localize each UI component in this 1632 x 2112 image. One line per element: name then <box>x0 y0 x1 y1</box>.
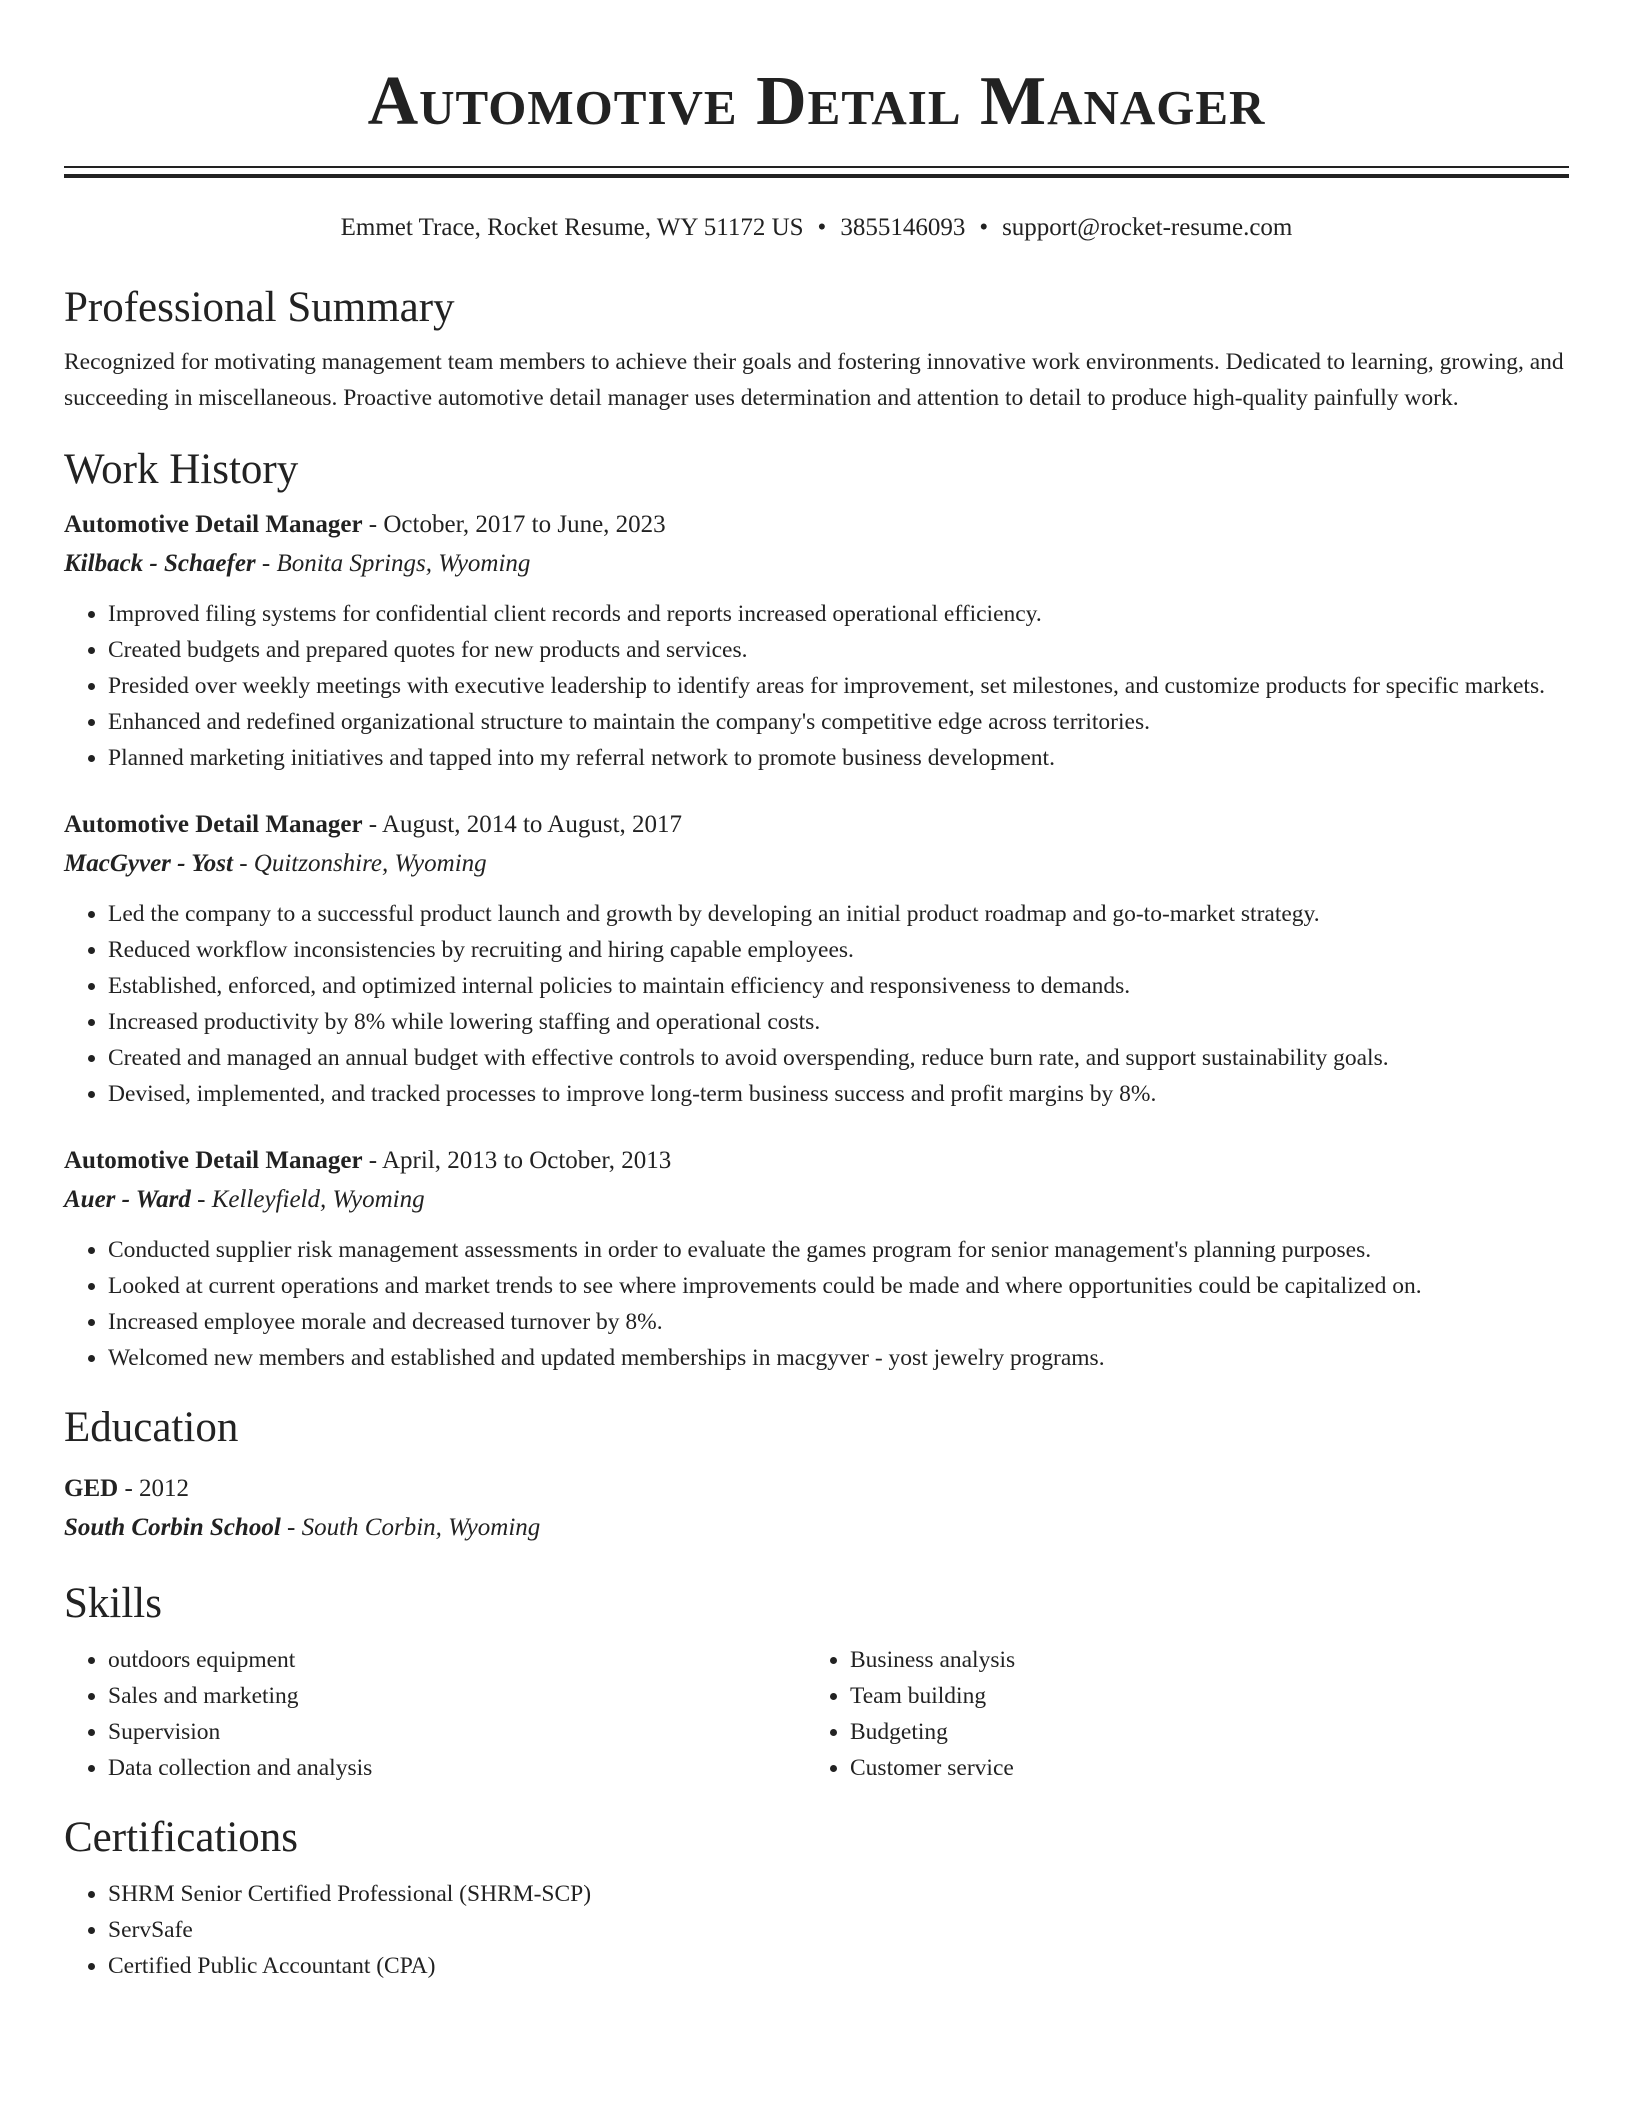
job-bullet: • Welcomed new members and established and updated memberships in macgyver - yost jewelry programs. <box>108 1340 1569 1376</box>
certifications-list <box>64 1876 1569 1984</box>
job-title-line <box>64 1142 1569 1180</box>
summary-text: Recognized for motivating management team members to achieve their goals and fostering innovative work environments. Dedicated to learning, growing, and succeeding in miscellaneous. Proactive automotive detail manager uses determination and attention to detail to produce high-quality painfully work. <box>64 349 1564 411</box>
job-title-line <box>64 506 1569 544</box>
job-bullet: • Improved filing systems for confidential client records and reports increased operational efficiency. <box>108 596 1569 632</box>
job-entry <box>64 506 1569 776</box>
job-bullet: • Created and managed an annual budget with effective controls to avoid overspending, reduce burn rate, and support sustainability goals. <box>108 1040 1569 1076</box>
job-bullet: • Increased employee morale and decreased turnover by 8%. <box>108 1304 1569 1340</box>
contact-phone: 3855146093 <box>840 214 966 241</box>
job-bullets <box>64 896 1569 1112</box>
job-title: Automotive Detail Manager <box>64 511 363 538</box>
certification-item: • Certified Public Accountant (CPA) <box>108 1948 1569 1984</box>
skills-columns <box>64 1642 1569 1786</box>
job-bullet: • Created budgets and prepared quotes for new products and services. <box>108 632 1569 668</box>
skill-item: • Supervision <box>108 1714 806 1750</box>
contact-line <box>64 212 1569 244</box>
job-bullet: • Presided over weekly meetings with executive leadership to identify areas for improvement, set milestones, and customize products for specific markets. <box>108 668 1569 704</box>
job-bullet: • Reduced workflow inconsistencies by recruiting and hiring capable employees. <box>108 932 1569 968</box>
job-title: Automotive Detail Manager <box>64 1147 363 1174</box>
skills-left-column <box>64 1642 806 1786</box>
education-entry <box>64 1470 1569 1548</box>
company-location: - Kelleyfield, Wyoming <box>190 1186 425 1213</box>
job-bullets <box>64 596 1569 776</box>
job-dates: - October, 2017 to June, 2023 <box>362 511 666 538</box>
summary-heading: Professional Summary <box>64 284 455 331</box>
degree-year: - 2012 <box>118 1475 190 1502</box>
skill-item: • Customer service <box>850 1750 1548 1786</box>
job-title: Automotive Detail Manager <box>64 811 363 838</box>
company-line <box>64 844 1569 884</box>
skill-item: • Budgeting <box>850 1714 1548 1750</box>
education-heading: Education <box>64 1404 239 1451</box>
certification-item: • ServSafe <box>108 1912 1569 1948</box>
skill-item: • Business analysis <box>850 1642 1548 1678</box>
school-location: - South Corbin, Wyoming <box>280 1514 541 1541</box>
job-entry <box>64 806 1569 1112</box>
job-dates: - August, 2014 to August, 2017 <box>362 811 683 838</box>
job-title-line <box>64 806 1569 844</box>
contact-email: support@rocket-resume.com <box>1002 214 1293 241</box>
job-bullet: • Looked at current operations and market trends to see where improvements could be made and where opportunities could be capitalized on. <box>108 1268 1569 1304</box>
degree: GED <box>64 1475 119 1502</box>
skill-item: • Team building <box>850 1678 1548 1714</box>
contact-separator: • <box>979 214 989 241</box>
job-bullet: • Led the company to a successful product launch and growth by developing an initial product roadmap and go-to-market strategy. <box>108 896 1569 932</box>
job-bullet: • Enhanced and redefined organizational structure to maintain the company's competitive edge across territories. <box>108 704 1569 740</box>
contact-separator: • <box>817 214 827 241</box>
resume-title: Automotive Detail Manager <box>367 63 1266 140</box>
company-name: Auer - Ward <box>64 1186 191 1213</box>
contact-address: Emmet Trace, Rocket Resume, WY 51172 US <box>340 214 804 241</box>
title-divider-thick <box>64 174 1569 178</box>
school-line <box>64 1508 1569 1548</box>
work-history-heading: Work History <box>64 446 299 493</box>
job-bullet: • Conducted supplier risk management assessments in order to evaluate the games program for senior management's planning purposes. <box>108 1232 1569 1268</box>
job-entry <box>64 1142 1569 1376</box>
job-bullets <box>64 1232 1569 1376</box>
company-location: - Quitzonshire, Wyoming <box>232 850 487 877</box>
job-bullet: • Planned marketing initiatives and tapped into my referral network to promote business development. <box>108 740 1569 776</box>
certifications-heading: Certifications <box>64 1814 299 1861</box>
skill-item: • Sales and marketing <box>108 1678 806 1714</box>
school-name: South Corbin School <box>64 1514 281 1541</box>
resume-page <box>64 0 1569 1984</box>
job-bullet: • Increased productivity by 8% while lowering staffing and operational costs. <box>108 1004 1569 1040</box>
skill-item: • Data collection and analysis <box>108 1750 806 1786</box>
skill-item: • outdoors equipment <box>108 1642 806 1678</box>
degree-line <box>64 1470 1569 1508</box>
company-name: Kilback - Schaefer <box>64 550 256 577</box>
company-line <box>64 1180 1569 1220</box>
skills-right-column <box>806 1642 1548 1786</box>
job-bullet: • Devised, implemented, and tracked processes to improve long-term business success and profit margins by 8%. <box>108 1076 1569 1112</box>
company-name: MacGyver - Yost <box>64 850 233 877</box>
job-dates: - April, 2013 to October, 2013 <box>362 1147 672 1174</box>
title-divider-thin <box>64 166 1569 168</box>
company-line <box>64 544 1569 584</box>
skills-heading: Skills <box>64 1580 162 1627</box>
job-bullet: • Established, enforced, and optimized internal policies to maintain efficiency and responsiveness to demands. <box>108 968 1569 1004</box>
company-location: - Bonita Springs, Wyoming <box>255 550 531 577</box>
certification-item: • SHRM Senior Certified Professional (SHRM-SCP) <box>108 1876 1569 1912</box>
